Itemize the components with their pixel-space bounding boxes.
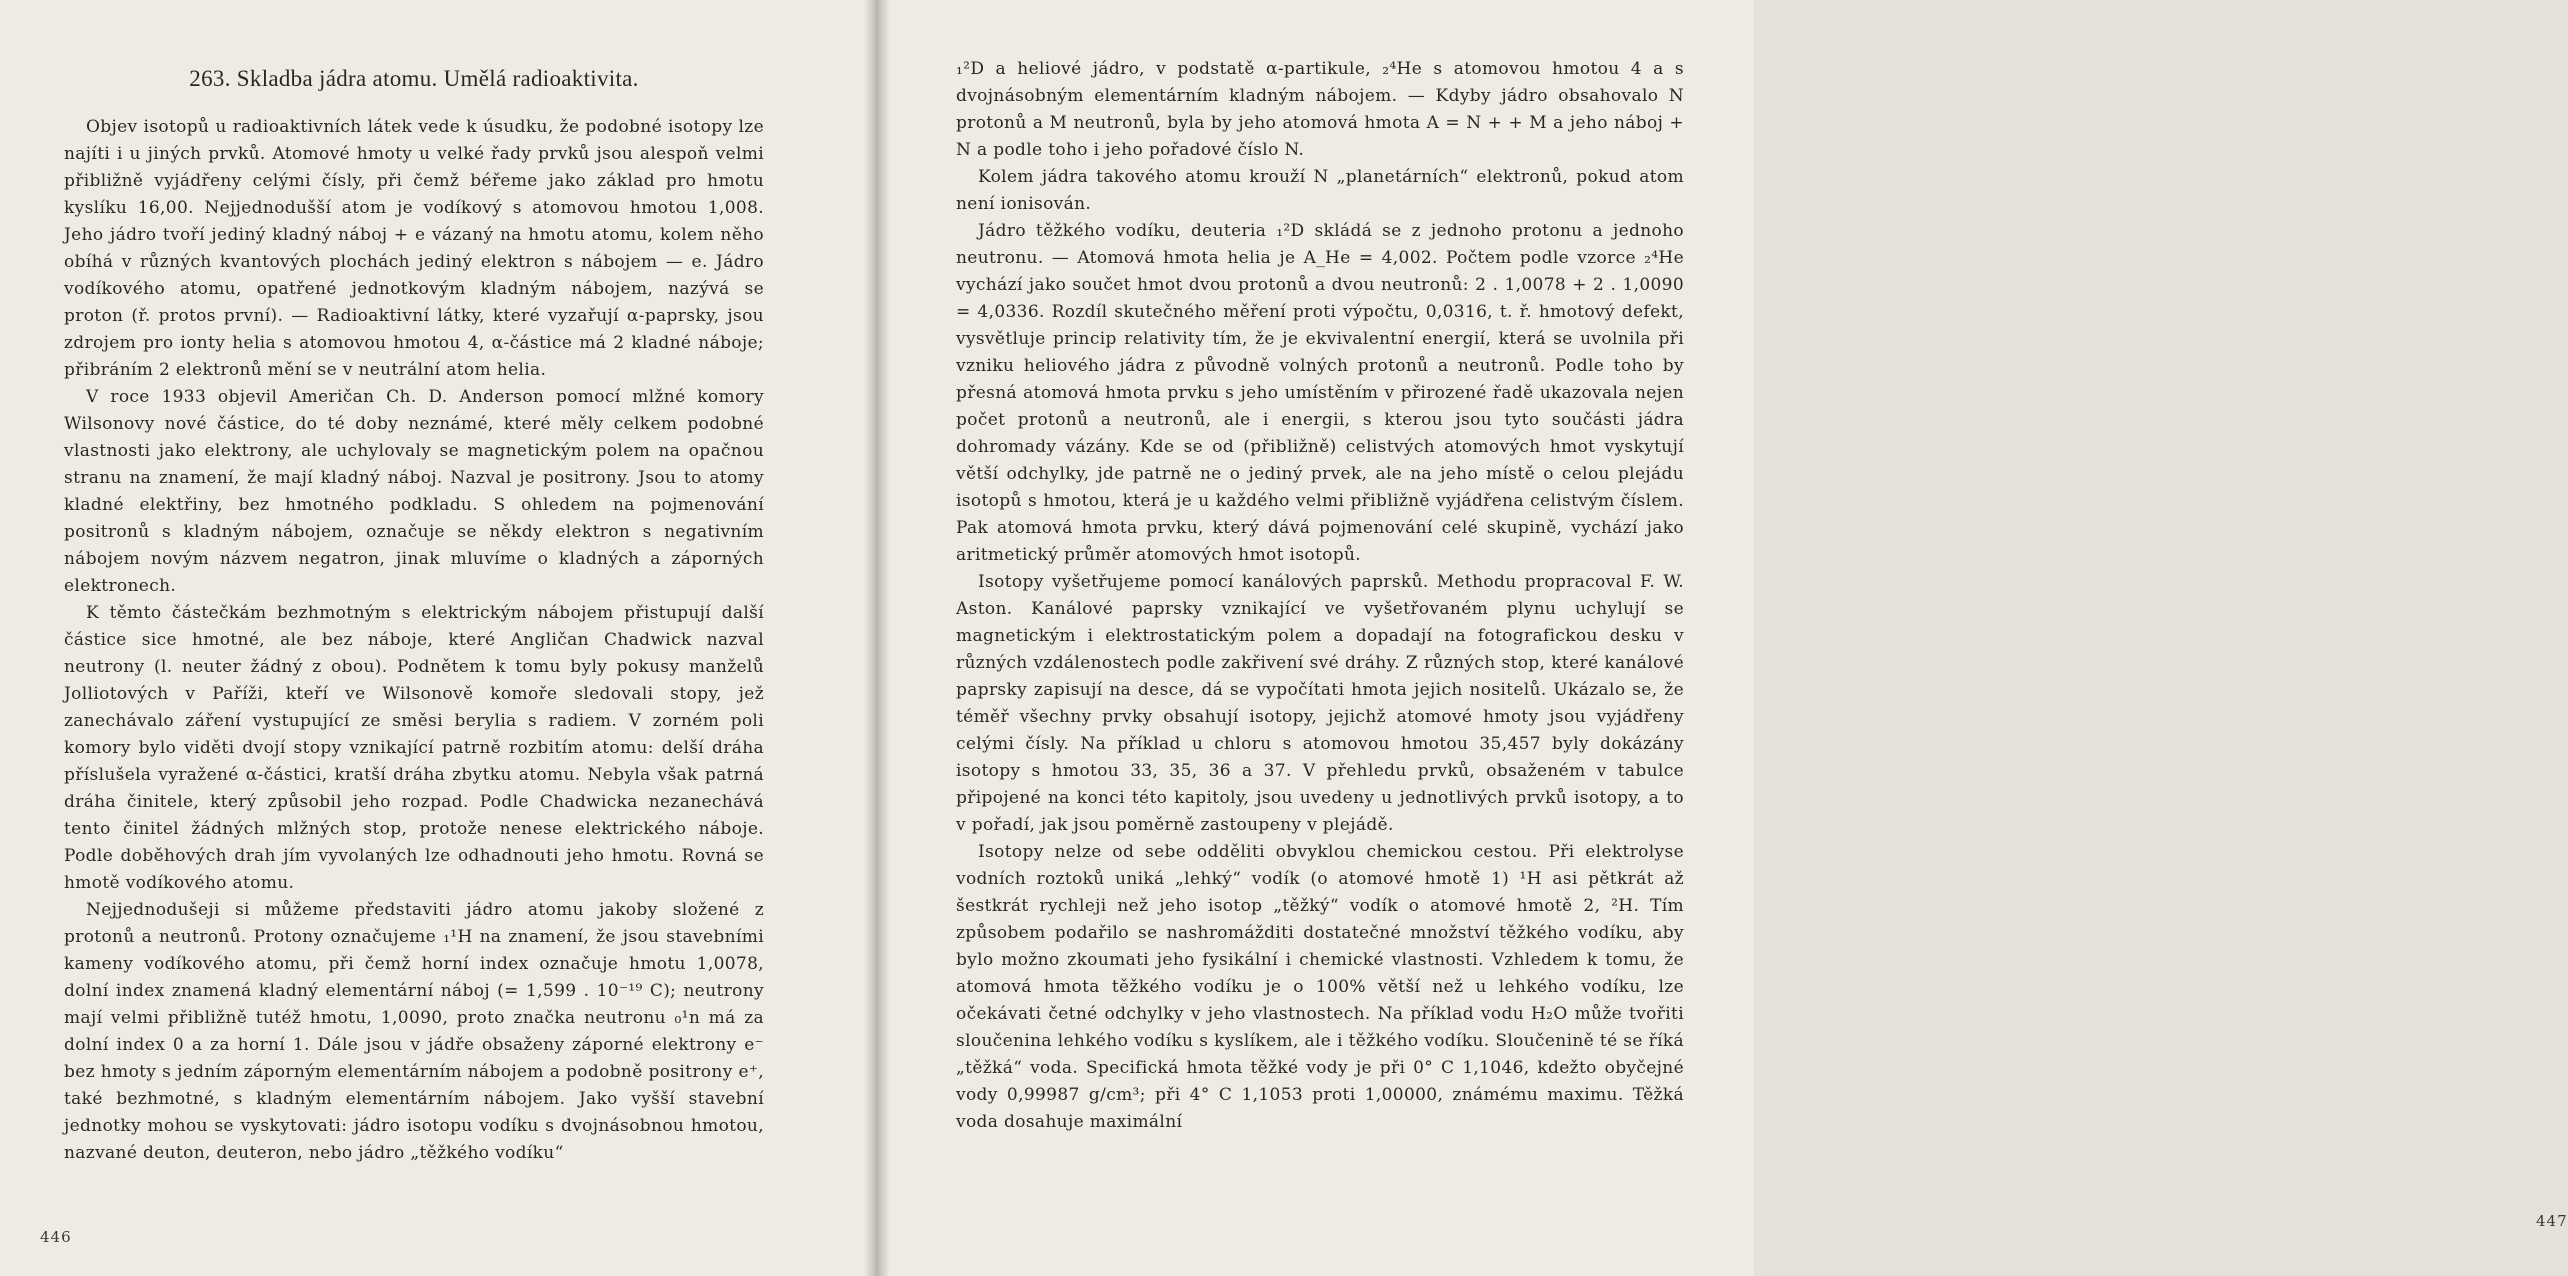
left-text-column [64,66,764,1167]
book-gutter [864,0,890,1276]
paragraph: Isotopy nelze od sebe odděliti obvyklou chemickou cestou. Při elektrolyse vodních roztoků uniká „lehký“ vodík (o atomové hmotě 1) ¹H asi pětkrát až šestkrát rychleji než jeho isotop „těžký“ vodík o atomové hmotě 2, ²H. Tím způsobem podařilo se nashromážditi dostatečné množství těžkého vodíku, aby bylo možno zkoumati jeho fysikální i chemické vlastnosti. Vzhledem k tomu, že atomová hmota těžkého vodíku je o 100% větší než u lehkého vodíku, lze očekávati četné odchylky v jeho vlastnostech. Na příklad vodu H₂O může tvořiti sloučenina lehkého vodíku s kyslíkem, ale i těžkého vodíku. Sloučenině té se říká „těžká“ voda. Specifická hmota těžké vody je při 0° C 1,1046, kdežto obyčejné vody 0,99987 g/cm³; při 4° C 1,1053 proti 1,00000, známému maximu. Těžká voda dosahuje maximální [956,842,1684,1132]
page-number: 446 [40,1228,72,1246]
paragraph: V roce 1933 objevil Američan Ch. D. Anderson pomocí mlžné komory Wilsonovy nové částice, do té doby neznámé, které měly celkem podobné vlastnosti jako elektrony, ale uchylovaly se magnetickým polem na opačnou stranu na znamení, že mají kladný náboj. Nazval je positrony. Jsou to atomy kladné elektřiny, bez hmotného podkladu. S ohledem na pojmenování positronů s kladným nábojem, označuje se někdy elektron s negativním nábojem novým názvem negatron, jinak mluvíme o kladných a záporných elektronech. [64,387,764,596]
paragraph: ₁²D a heliové jádro, v podstatě α-partikule, ₂⁴He s atomovou hmotou 4 a s dvojnásobným elementárním kladným nábojem. — Kdyby jádro obsahovalo N protonů a M neutronů, byla by jeho atomová hmota A = N + + M a jeho náboj + N a podle toho i jeho pořadové číslo N. [956,59,1684,160]
section-heading: 263. Skladba jádra atomu. Umělá radioaktivita. [189,66,639,91]
paragraph: Isotopy vyšetřujeme pomocí kanálových paprsků. Methodu propracoval F. W. Aston. Kanálové paprsky vznikající ve vyšetřovaném plynu uchylují se magnetickým i elektrostatickým polem a dopadají na fotografickou desku v různých vzdálenostech podle zakřivení své dráhy. Z různých stop, které kanálové paprsky zapisují na desce, dá se vypočítati hmota jejich nositelů. Ukázalo se, že téměř všechny prvky obsahují isotopy, jejichž atomové hmoty jsou vyjádřeny celými čísly. Na příklad u chloru s atomovou hmotou 35,457 byly dokázány isotopy s hmotou 33, 35, 36 a 37. V přehledu prvků, obsaženém v tabulce připojené na konci této kapitoly, jsou uvedeny u jednotlivých prvků isotopy, a to v pořadí, jak jsou poměrně zastoupeny v plejádě. [956,572,1684,835]
paragraph: Nejjednodušeji si můžeme představiti jádro atomu jakoby složené z protonů a neutronů. Protony označujeme ₁¹H na znamení, že jsou stavebními kameny vodíkového atomu, při čemž horní index označuje hmotu 1,0078, dolní index znamená kladný elementární náboj (= 1,599 . 10⁻¹⁹ C); neutrony mají velmi přibližně tutéž hmotu, 1,0090, proto značka neutronu ₀¹n má za dolní index 0 a za horní 1. Dále jsou v jádře obsaženy záporné elektrony e⁻ bez hmoty s jedním záporným elementárním nábojem a podobně positrony e⁺, také bezhmotné, s kladným elementárním nábojem. Jako vyšší stavební jednotky mohou se vyskytovati: jádro isotopu vodíku s dvojnásobnou hmotou, nazvané deuton, deuteron, nebo jádro „těžkého vodíku“ [64,900,764,1163]
paragraph: Jádro těžkého vodíku, deuteria ₁²D skládá se z jednoho protonu a jednoho neutronu. — Atomová hmota helia je A_He = 4,002. Počtem podle vzorce ₂⁴He vychází jako součet hmot dvou protonů a dvou neutronů: 2 . 1,0078 + 2 . 1,0090 = 4,0336. Rozdíl skutečného měření proti výpočtu, 0,0316, t. ř. hmotový defekt, vysvětluje princip relativity tím, že je ekvivalentní energií, která se uvolnila při vzniku heliového jádra z původně volných protonů a neutronů. Podle toho by přesná atomová hmota prvku s jeho umístěním v přirozené řadě ukazovala nejen počet protonů a neutronů, ale i energii, s kterou jsou tyto součásti jádra dohromady vázány. Kde se od (přibližně) celistvých atomových hmot vyskytují větší odchylky, jde patrně ne o jediný prvek, ale na jeho místě o celou plejádu isotopů s hmotou, která je u každého velmi přibližně vyjádřena celistvým číslem. Pak atomová hmota prvku, který dává pojmenování celé skupině, vychází jako aritmetický průměr atomových hmot isotopů. [956,221,1684,565]
right-text-column [956,56,1684,1136]
paragraph: Kolem jádra takového atomu krouží N „planetárních“ elektronů, pokud atom není ionisován. [956,167,1684,214]
page-number: 447 [2536,1212,2568,1230]
paragraph: K těmto částečkám bezhmotným s elektrickým nábojem přistupují další částice sice hmotné, ale bez náboje, které Angličan Chadwick nazval neutrony (l. neuter žádný z obou). Podnětem k tomu byly pokusy manželů Jolliotových v Paříži, kteří ve Wilsonově komoře sledovali stopy, jež zanechávalo záření vystupující ze směsi berylia s radiem. V zorném poli komory bylo viděti dvojí stopy vznikající patrně rozbitím atomu: delší dráha příslušela vyražené α-částici, kratší dráha zbytku atomu. Nebyla však patrná dráha činitele, který způsobil jeho rozpad. Podle Chadwicka nezanechává tento činitel žádných mlžných stop, protože nenese elektrického náboje. Podle doběhových drah jím vyvolaných lze odhadnouti jeho hmotu. Rovná se hmotě vodíkového atomu. [64,603,764,893]
left-page [0,0,872,1276]
paragraph: Objev isotopů u radioaktivních látek vede k úsudku, že podobné isotopy lze najíti i u jiných prvků. Atomové hmoty u velké řady prvků jsou alespoň velmi přibližně vyjádřeny celými čísly, při čemž béřeme jako základ pro hmotu kyslíku 16,00. Nejjednodušší atom je vodíkový s atomovou hmotou 1,008. Jeho jádro tvoří jediný kladný náboj + e vázaný na hmotu atomu, kolem něho obíhá v různých kvantových plochách jediný elektron s nábojem — e. Jádro vodíkového atomu, opatřené jednotkovým kladným nábojem, nazývá se proton (ř. protos první). — Radioaktivní látky, které vyzařují α-paprsky, jsou zdrojem pro ionty helia s atomovou hmotou 4, α-částice má 2 kladné náboje; přibráním 2 elektronů mění se v neutrální atom helia. [64,117,764,380]
